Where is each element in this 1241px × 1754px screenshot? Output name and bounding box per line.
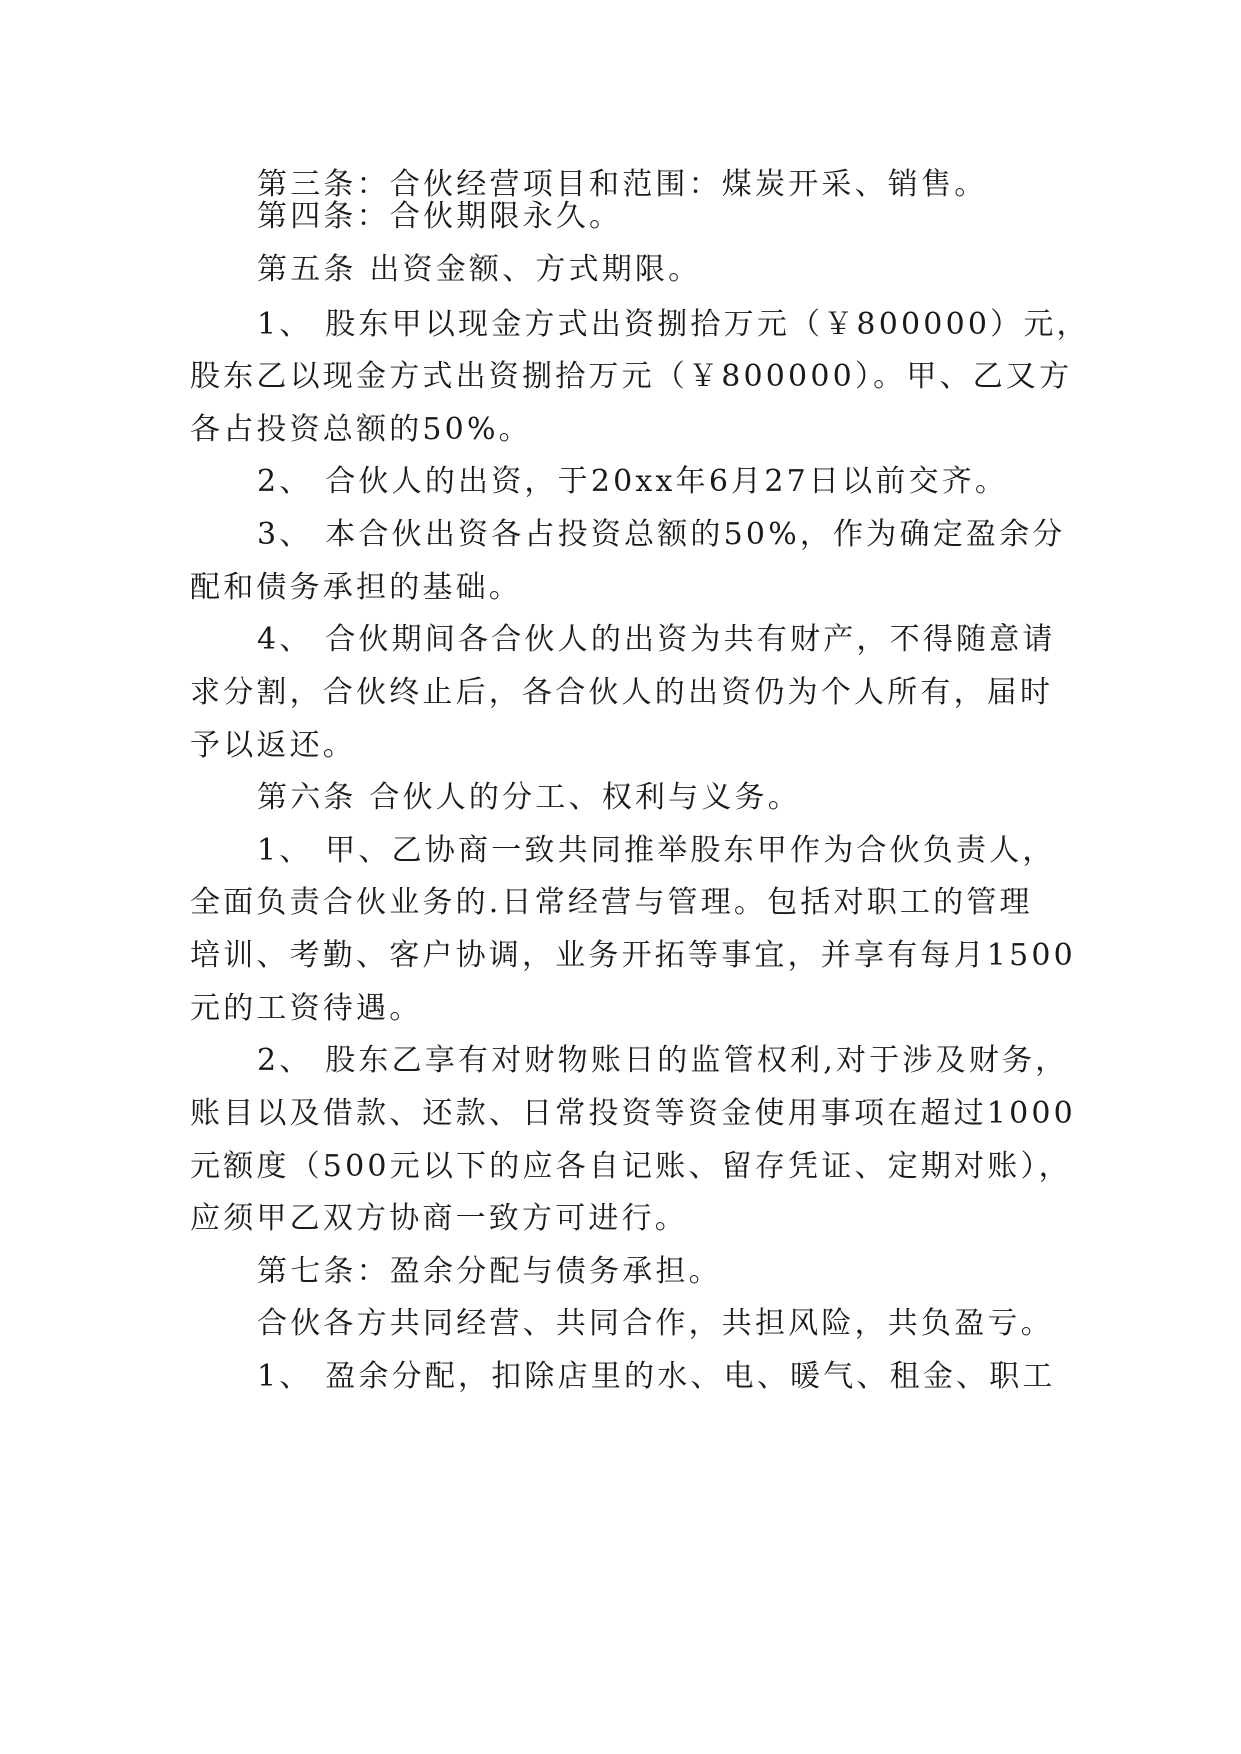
clause-5-item-3: 3、 本合伙出资各占投资总额的50%，作为确定盈余分	[257, 517, 1066, 552]
clause-4-line: 第四条：合伙期限永久。	[257, 199, 623, 234]
clause-6-item-2-cont: 元额度（500元以下的应各自记账、留存凭证、定期对账），	[190, 1149, 1072, 1184]
clause-6-item-1-cont: 培训、考勤、客户协调，业务开拓等事宜，并享有每月1500	[190, 938, 1076, 973]
clause-5-item-1-cont: 股东乙以现金方式出资捌拾万元（￥800000）。甲、乙又方	[190, 359, 1073, 394]
clause-5-item-4-cont: 求分割，合伙终止后，各合伙人的出资仍为个人所有，届时	[190, 675, 1054, 710]
clause-7-intro: 合伙各方共同经营、共同合作，共担风险，共负盈亏。	[257, 1306, 1054, 1341]
clause-7-item-1: 1、 盈余分配，扣除店里的水、电、暖气、租金、职工	[257, 1359, 1056, 1394]
clause-5-heading: 第五条 出资金额、方式期限。	[257, 252, 702, 287]
clause-5-item-4: 4、 合伙期间各合伙人的出资为共有财产，不得随意请	[257, 622, 1056, 657]
clause-5-item-3-cont: 配和债务承担的基础。	[190, 570, 522, 605]
clause-6-item-1-cont: 元的工资待遇。	[190, 991, 423, 1026]
clause-6-heading: 第六条 合伙人的分工、权利与义务。	[257, 780, 801, 815]
clause-6-item-1-cont: 全面负责合伙业务的.日常经营与管理。包括对职工的管理	[190, 885, 1033, 920]
clause-3-line: 第三条：合伙经营项目和范围：煤炭开采、销售。	[257, 167, 988, 202]
clause-7-heading: 第七条：盈余分配与债务承担。	[257, 1254, 722, 1289]
clause-6-item-2-cont: 账目以及借款、还款、日常投资等资金使用事项在超过1000	[190, 1096, 1076, 1131]
clause-6-item-2-cont: 应须甲乙双方协商一致方可进行。	[190, 1201, 688, 1236]
clause-5-item-1-cont: 各占投资总额的50%。	[190, 412, 532, 447]
clause-5-item-4-cont: 予以返还。	[190, 728, 356, 763]
clause-5-item-1: 1、 股东甲以现金方式出资捌拾万元（￥800000）元，	[257, 307, 1090, 342]
clause-6-item-1: 1、 甲、乙协商一致共同推举股东甲作为合伙负责人，	[257, 833, 1056, 868]
clause-5-item-2: 2、 合伙人的出资，于20xx年6月27日以前交齐。	[257, 464, 1009, 499]
clause-6-item-2: 2、 股东乙享有对财物账日的监管权利,对于涉及财务，	[257, 1043, 1069, 1078]
